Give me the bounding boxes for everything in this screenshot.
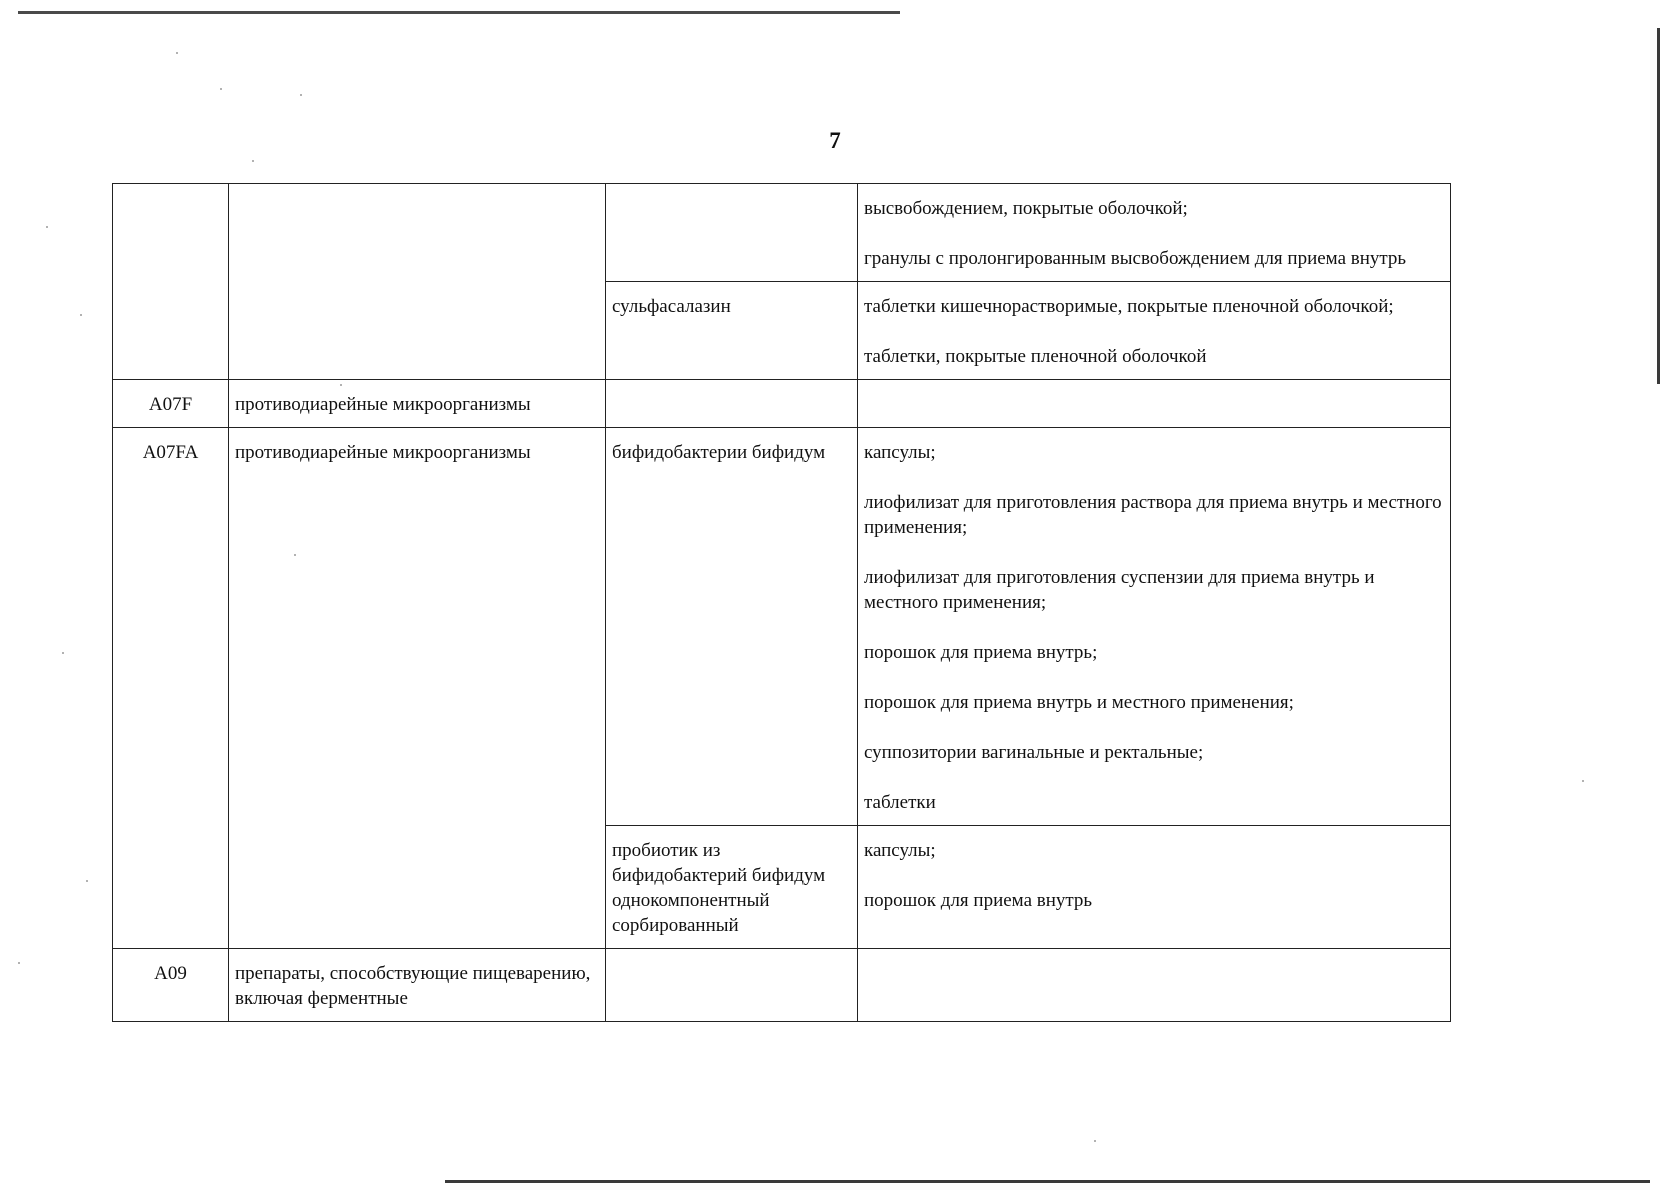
scan-speckle	[252, 160, 254, 162]
table-row	[113, 428, 1451, 826]
dosage-forms-cell	[858, 428, 1451, 826]
drug-list-table	[112, 183, 1451, 1022]
scan-speckle	[1094, 1140, 1096, 1142]
atc-code-cell: A07FA	[113, 428, 229, 949]
dosage-form: таблетки	[864, 792, 936, 813]
dosage-form: порошок для приема внутрь	[864, 890, 1093, 911]
scan-speckle	[340, 384, 342, 386]
drug-name-cell: бифидобактерии бифидум	[606, 428, 858, 826]
group-name-cell: противодиарейные микроорганизмы	[229, 380, 606, 428]
group-name-cell: противодиарейные микроорганизмы	[229, 428, 606, 949]
dosage-forms-cell	[858, 826, 1451, 949]
dosage-forms-cell	[858, 282, 1451, 380]
drug-name-cell: пробиотик из бифидобактерий бифидум однокомпонентный сорбированный	[606, 826, 858, 949]
drug-name-cell: сульфасалазин	[606, 282, 858, 380]
dosage-form: высвобождением, покрытые оболочкой;	[864, 198, 1188, 219]
dosage-form: таблетки, покрытые пленочной оболочкой	[864, 346, 1207, 367]
scan-speckle	[220, 88, 222, 90]
dosage-forms-cell	[858, 380, 1451, 428]
table-row	[113, 380, 1451, 428]
table-body	[113, 184, 1451, 1022]
scan-speckle	[86, 880, 88, 882]
dosage-form: капсулы;	[864, 840, 936, 861]
dosage-form: таблетки кишечнорастворимые, покрытые пленочной оболочкой;	[864, 296, 1394, 317]
scan-speckle	[80, 314, 82, 316]
table-row	[113, 949, 1451, 1022]
scan-speckle	[46, 226, 48, 228]
dosage-form: суппозитории вагинальные и ректальные;	[864, 742, 1204, 763]
scan-edge-line-top	[18, 11, 900, 14]
page-number: 7	[829, 128, 841, 153]
atc-code-cell: A07F	[113, 380, 229, 428]
drug-name-cell	[606, 949, 858, 1022]
scan-edge-line-bottom	[445, 1180, 1650, 1183]
dosage-form: порошок для приема внутрь;	[864, 642, 1098, 663]
group-name-cell	[229, 184, 606, 380]
drug-name-cell	[606, 380, 858, 428]
scan-speckle	[18, 962, 20, 964]
dosage-forms-cell	[858, 949, 1451, 1022]
dosage-form: гранулы с пролонгированным высвобождением для приема внутрь	[864, 248, 1407, 269]
scan-speckle	[176, 52, 178, 54]
scan-speckle	[62, 652, 64, 654]
dosage-forms-cell	[858, 184, 1451, 282]
dosage-form: порошок для приема внутрь и местного применения;	[864, 692, 1294, 713]
dosage-form: лиофилизат для приготовления суспензии для приема внутрь и местного применения;	[864, 567, 1375, 613]
scan-speckle	[1582, 780, 1584, 782]
scan-speckle	[300, 94, 302, 96]
group-name-cell: препараты, способствующие пищеварению, включая ферментные	[229, 949, 606, 1022]
atc-code-cell	[113, 184, 229, 380]
scan-speckle	[294, 554, 296, 556]
scan-edge-line-right	[1657, 28, 1660, 384]
dosage-form: лиофилизат для приготовления раствора для приема внутрь и местного применения;	[864, 492, 1442, 538]
table-row	[113, 184, 1451, 282]
drug-name-cell	[606, 184, 858, 282]
dosage-form: капсулы;	[864, 442, 936, 463]
atc-code-cell: A09	[113, 949, 229, 1022]
